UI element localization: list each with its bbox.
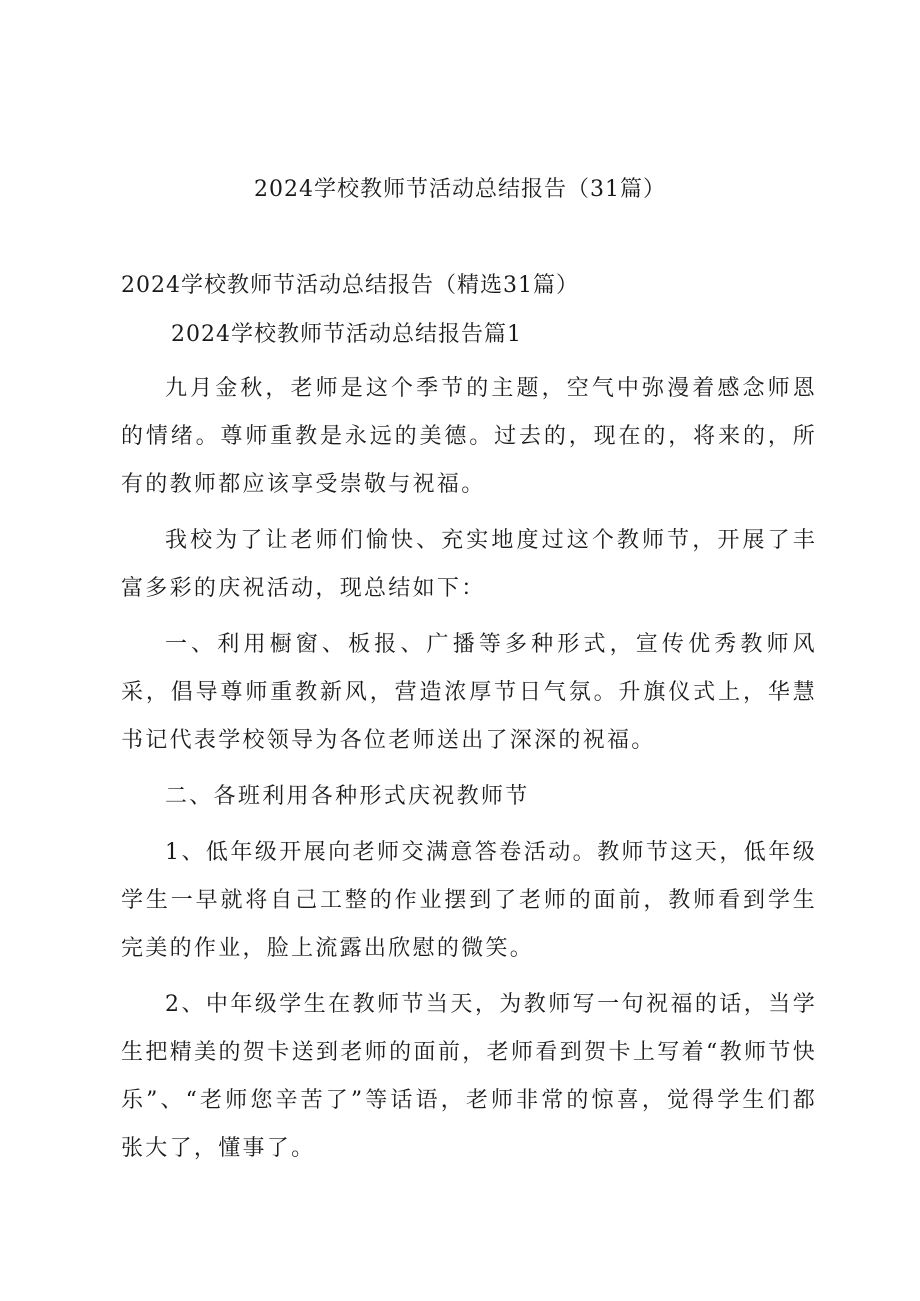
- paragraph-sub-item-two: 2、中年级学生在教师节当天，为教师写一句祝福的话，当学生把精美的贺卡送到老师的面前，老师看到贺卡上写着“教师节快乐”、“老师您辛苦了”等话语，老师非常的惊喜，觉得学生们都张大了，懂事了。: [121, 992, 817, 1161]
- paragraph-item-two: 二、各班利用各种形式庆祝教师节: [165, 784, 530, 809]
- document-subtitle: 2024学校教师节活动总结报告（精选31篇）: [121, 273, 579, 298]
- document-title: 2024学校教师节活动总结报告（31篇）: [254, 177, 666, 202]
- paragraph-item-one: 一、利用橱窗、板报、广播等多种形式，宣传优秀教师风采，倡导尊师重教新风，营造浓厚节日气氛。升旗仪式上，华慧书记代表学校领导为各位老师送出了深深的祝福。: [121, 632, 817, 753]
- paragraph-sub-item-one: 1、低年级开展向老师交满意答卷活动。教师节这天，低年级学生一早就将自己工整的作业摆到了老师的面前，教师看到学生完美的作业，脸上流露出欣慰的微笑。: [121, 840, 817, 961]
- paragraph-summary-lead: 我校为了让老师们愉快、充实地度过这个教师节，开展了丰富多彩的庆祝活动，现总结如下：: [121, 528, 817, 601]
- section-heading: 2024学校教师节活动总结报告篇1: [171, 322, 522, 347]
- paragraph-intro: 九月金秋，老师是这个季节的主题，空气中弥漫着感念师恩的情绪。尊师重教是永远的美德。过去的，现在的，将来的，所有的教师都应该享受崇敬与祝福。: [121, 376, 817, 497]
- document-body: [121, 365, 817, 1181]
